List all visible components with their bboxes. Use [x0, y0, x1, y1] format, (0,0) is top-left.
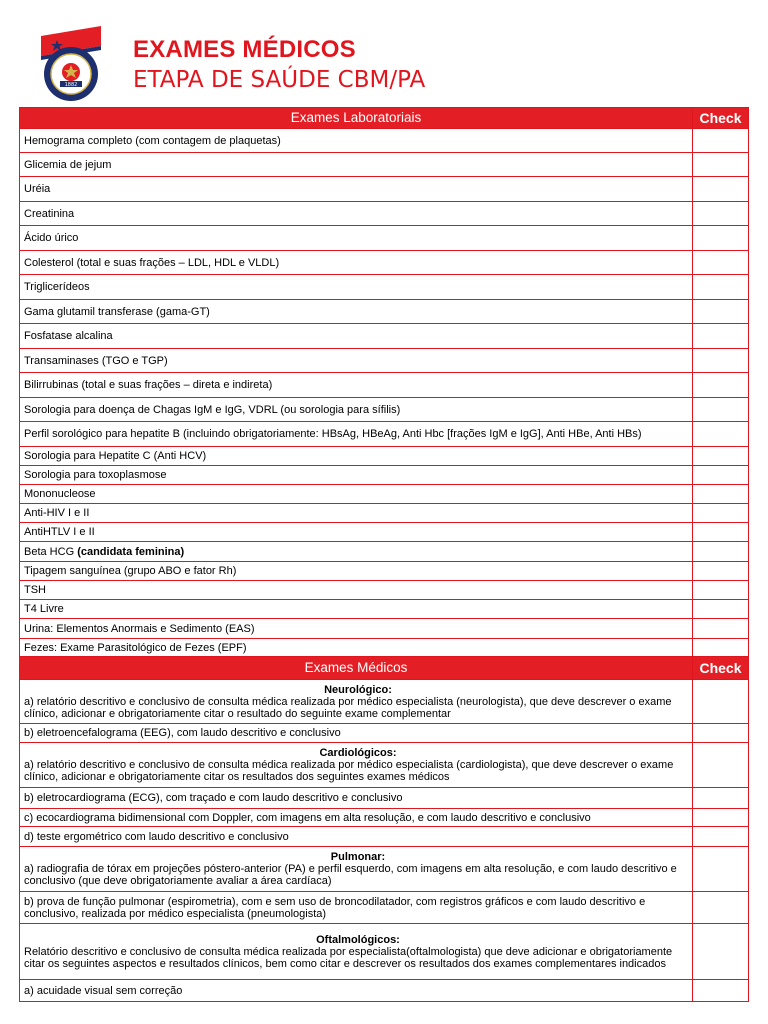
table-row [20, 581, 749, 600]
lab-item [20, 275, 693, 300]
table-row [20, 422, 749, 447]
lab-item-label: Gama glutamil transferase (gama-GT) [24, 305, 210, 318]
lab-item [20, 373, 693, 398]
cardio-title: Cardiológicos: [319, 747, 397, 759]
table-row [20, 724, 749, 743]
table-row [20, 202, 749, 226]
table-row [20, 485, 749, 504]
page-subtitle: ETAPA DE SAÚDE CBM/PA [133, 67, 426, 93]
lab-item [20, 324, 693, 349]
check-box[interactable] [693, 447, 749, 466]
table-row [20, 447, 749, 466]
lab-item [20, 542, 693, 562]
table-row [20, 398, 749, 422]
lab-item [20, 581, 693, 600]
table-row [20, 504, 749, 523]
oft-title: Oftalmológicos: [316, 933, 400, 946]
table-row [20, 980, 749, 1002]
lab-item [20, 504, 693, 523]
table-row [20, 523, 749, 542]
lab-item-label: Uréia [24, 183, 51, 195]
oft-text: Relatório descritivo e conclusivo de consulta médica realizada por especialista(oftalmologista) que deve adicionar e obrigatoriamente citar os seguintes aspectos e resultados clínicos, bem como citar e descrever os resultados dos exames complementares indicados [24, 945, 673, 970]
check-box[interactable] [693, 980, 749, 1002]
table-row [20, 129, 749, 153]
check-box[interactable] [693, 422, 749, 447]
lab-item-label: Fezes: Exame Parasitológico de Fezes (EPF) [24, 642, 247, 654]
check-box[interactable] [693, 275, 749, 300]
check-box[interactable] [693, 466, 749, 485]
lab-item [20, 251, 693, 275]
check-box[interactable] [693, 639, 749, 658]
check-box[interactable] [693, 847, 749, 892]
lab-item [20, 523, 693, 542]
check-box[interactable] [693, 724, 749, 743]
lab-item [20, 422, 693, 447]
check-box[interactable] [693, 892, 749, 924]
table-row [20, 324, 749, 349]
check-box[interactable] [693, 827, 749, 847]
table-row [20, 924, 749, 980]
lab-exams-table [19, 107, 749, 658]
table-row [20, 349, 749, 373]
lab-item [20, 202, 693, 226]
lab-item [20, 153, 693, 177]
table-row [20, 743, 749, 788]
cardio-b: b) eletrocardiograma (ECG), com traçado e com laudo descritivo e conclusivo [20, 788, 693, 809]
cardio-cell [20, 743, 693, 788]
medical-exams-table [19, 656, 749, 1002]
beta-note: (candidata feminina) [77, 545, 185, 558]
lab-item-label: Beta HCG [24, 545, 78, 558]
med-heading: Exames Médicos [20, 657, 693, 680]
check-box[interactable] [693, 177, 749, 202]
check-box[interactable] [693, 581, 749, 600]
lab-item-label: Glicemia de jejum [24, 158, 112, 171]
lab-item [20, 619, 693, 639]
lab-item-label: Anti-HIV I e II [24, 507, 90, 519]
lab-item-label: Sorologia para toxoplasmose [24, 469, 167, 481]
table-row [20, 177, 749, 202]
table-row [20, 809, 749, 827]
cardio-a: a) relatório descritivo e conclusivo de consulta médica realizada por médico especialista (cardiologista), que deve descrever o exame clínico, adicionar e obrigatoriamente citar os resultados dos seguintes exames médicos [24, 759, 674, 783]
lab-item-label: Urina: Elementos Anormais e Sedimento (EAS) [24, 622, 255, 635]
lab-item-label: Fosfatase alcalina [24, 330, 113, 342]
lab-item-label: Creatinina [24, 207, 75, 220]
table-row [20, 300, 749, 324]
check-box[interactable] [693, 924, 749, 980]
lab-item-label: Bilirrubinas (total e suas frações – direta e indireta) [24, 379, 273, 391]
pulm-b: b) prova de função pulmonar (espirometria), com e sem uso de broncodilatador, com registros gráficos e com laudo descritivo e conclusivo, realizada por médico especialista (pneumologista) [20, 892, 693, 924]
cardio-c: c) ecocardiograma bidimensional com Doppler, com imagens em alta resolução, e com laudo descritivo e conclusivo [20, 809, 693, 827]
lab-item-label: Tipagem sanguínea (grupo ABO e fator Rh) [24, 565, 237, 577]
lab-heading: Exames Laboratoriais [20, 108, 693, 129]
lab-item-label: Ácido úrico [24, 232, 79, 244]
table-row [20, 827, 749, 847]
neuro-cell [20, 680, 693, 724]
lab-item [20, 639, 693, 658]
lab-item-label: Triglicerídeos [24, 281, 90, 293]
lab-item [20, 349, 693, 373]
table-row [20, 373, 749, 398]
oft-cell [20, 924, 693, 980]
table-row [20, 892, 749, 924]
lab-item-label: TSH [24, 584, 46, 596]
pulm-title: Pulmonar: [330, 851, 386, 863]
oft-a: a) acuidade visual sem correção [20, 980, 693, 1002]
lab-item [20, 447, 693, 466]
check-box[interactable] [693, 485, 749, 504]
table-row [20, 847, 749, 892]
check-box[interactable] [693, 743, 749, 788]
lab-item [20, 562, 693, 581]
lab-item-label: Mononucleose [24, 488, 96, 500]
lab-item [20, 466, 693, 485]
lab-item [20, 226, 693, 251]
lab-item [20, 398, 693, 422]
cardio-d: d) teste ergométrico com laudo descritivo e conclusivo [20, 827, 693, 847]
check-box[interactable] [693, 788, 749, 809]
lab-item [20, 485, 693, 504]
table-row [20, 542, 749, 562]
table-row [20, 600, 749, 619]
check-box[interactable] [693, 619, 749, 639]
table-row [20, 275, 749, 300]
table-row [20, 226, 749, 251]
lab-item [20, 177, 693, 202]
table-row [20, 619, 749, 639]
neuro-title: Neurológico: [324, 683, 392, 696]
lab-item [20, 600, 693, 619]
check-box[interactable] [693, 129, 749, 153]
pulm-a: a) radiografia de tórax em projeções póstero-anterior (PA) e perfil esquerdo, com imagens em alta resolução, e com laudo descritivo e conclusivo (que deve obrigatoriamente avaliar a área cardíaca) [24, 863, 677, 887]
table-row [20, 788, 749, 809]
check-box[interactable] [693, 251, 749, 275]
seal-year: 1882 [64, 82, 78, 88]
table-row [20, 251, 749, 275]
check-box[interactable] [693, 398, 749, 422]
lab-item-label: Sorologia para doença de Chagas IgM e IgG, VDRL (ou sorologia para sífilis) [24, 403, 401, 416]
lab-check-heading: Check [693, 108, 749, 129]
lab-item [20, 129, 693, 153]
check-box[interactable] [693, 542, 749, 562]
lab-item-label: Colesterol (total e suas frações – LDL, HDL e VLDL) [24, 256, 280, 269]
check-box[interactable] [693, 349, 749, 373]
check-box[interactable] [693, 600, 749, 619]
lab-item-label: Sorologia para Hepatite C (Anti HCV) [24, 450, 207, 462]
pulm-cell [20, 847, 693, 892]
lab-item-label: T4 Livre [24, 603, 64, 615]
check-box[interactable] [693, 226, 749, 251]
check-box[interactable] [693, 504, 749, 523]
check-box[interactable] [693, 202, 749, 226]
table-row [20, 466, 749, 485]
lab-item-label: AntiHTLV I e II [24, 526, 95, 538]
check-box[interactable] [693, 153, 749, 177]
check-box[interactable] [693, 523, 749, 542]
check-box[interactable] [693, 680, 749, 724]
check-box[interactable] [693, 324, 749, 349]
check-box[interactable] [693, 809, 749, 827]
neuro-b: b) eletroencefalograma (EEG), com laudo descritivo e conclusivo [20, 724, 693, 743]
med-check-heading: Check [693, 657, 749, 680]
lab-item-label: Hemograma completo (com contagem de plaquetas) [24, 134, 281, 147]
check-box[interactable] [693, 562, 749, 581]
cbmpa-logo [39, 26, 103, 104]
table-row [20, 562, 749, 581]
lab-item [20, 300, 693, 324]
neuro-a: a) relatório descritivo e conclusivo de consulta médica realizada por médico especialista (neurologista), que deve descrever o exame clínico, adicionar e obrigatoriamente citar o resultado do seguinte exame complementar [24, 695, 672, 720]
check-box[interactable] [693, 373, 749, 398]
table-row [20, 639, 749, 658]
page-title: EXAMES MÉDICOS [133, 36, 356, 63]
table-row [20, 153, 749, 177]
table-row [20, 680, 749, 724]
check-box[interactable] [693, 300, 749, 324]
lab-item-label: Transaminases (TGO e TGP) [24, 354, 168, 367]
lab-item-label: Perfil sorológico para hepatite B (incluindo obrigatoriamente: HBsAg, HBeAg, Anti Hbc [frações IgM e IgG], Anti HBe, Anti HBs) [24, 428, 642, 440]
